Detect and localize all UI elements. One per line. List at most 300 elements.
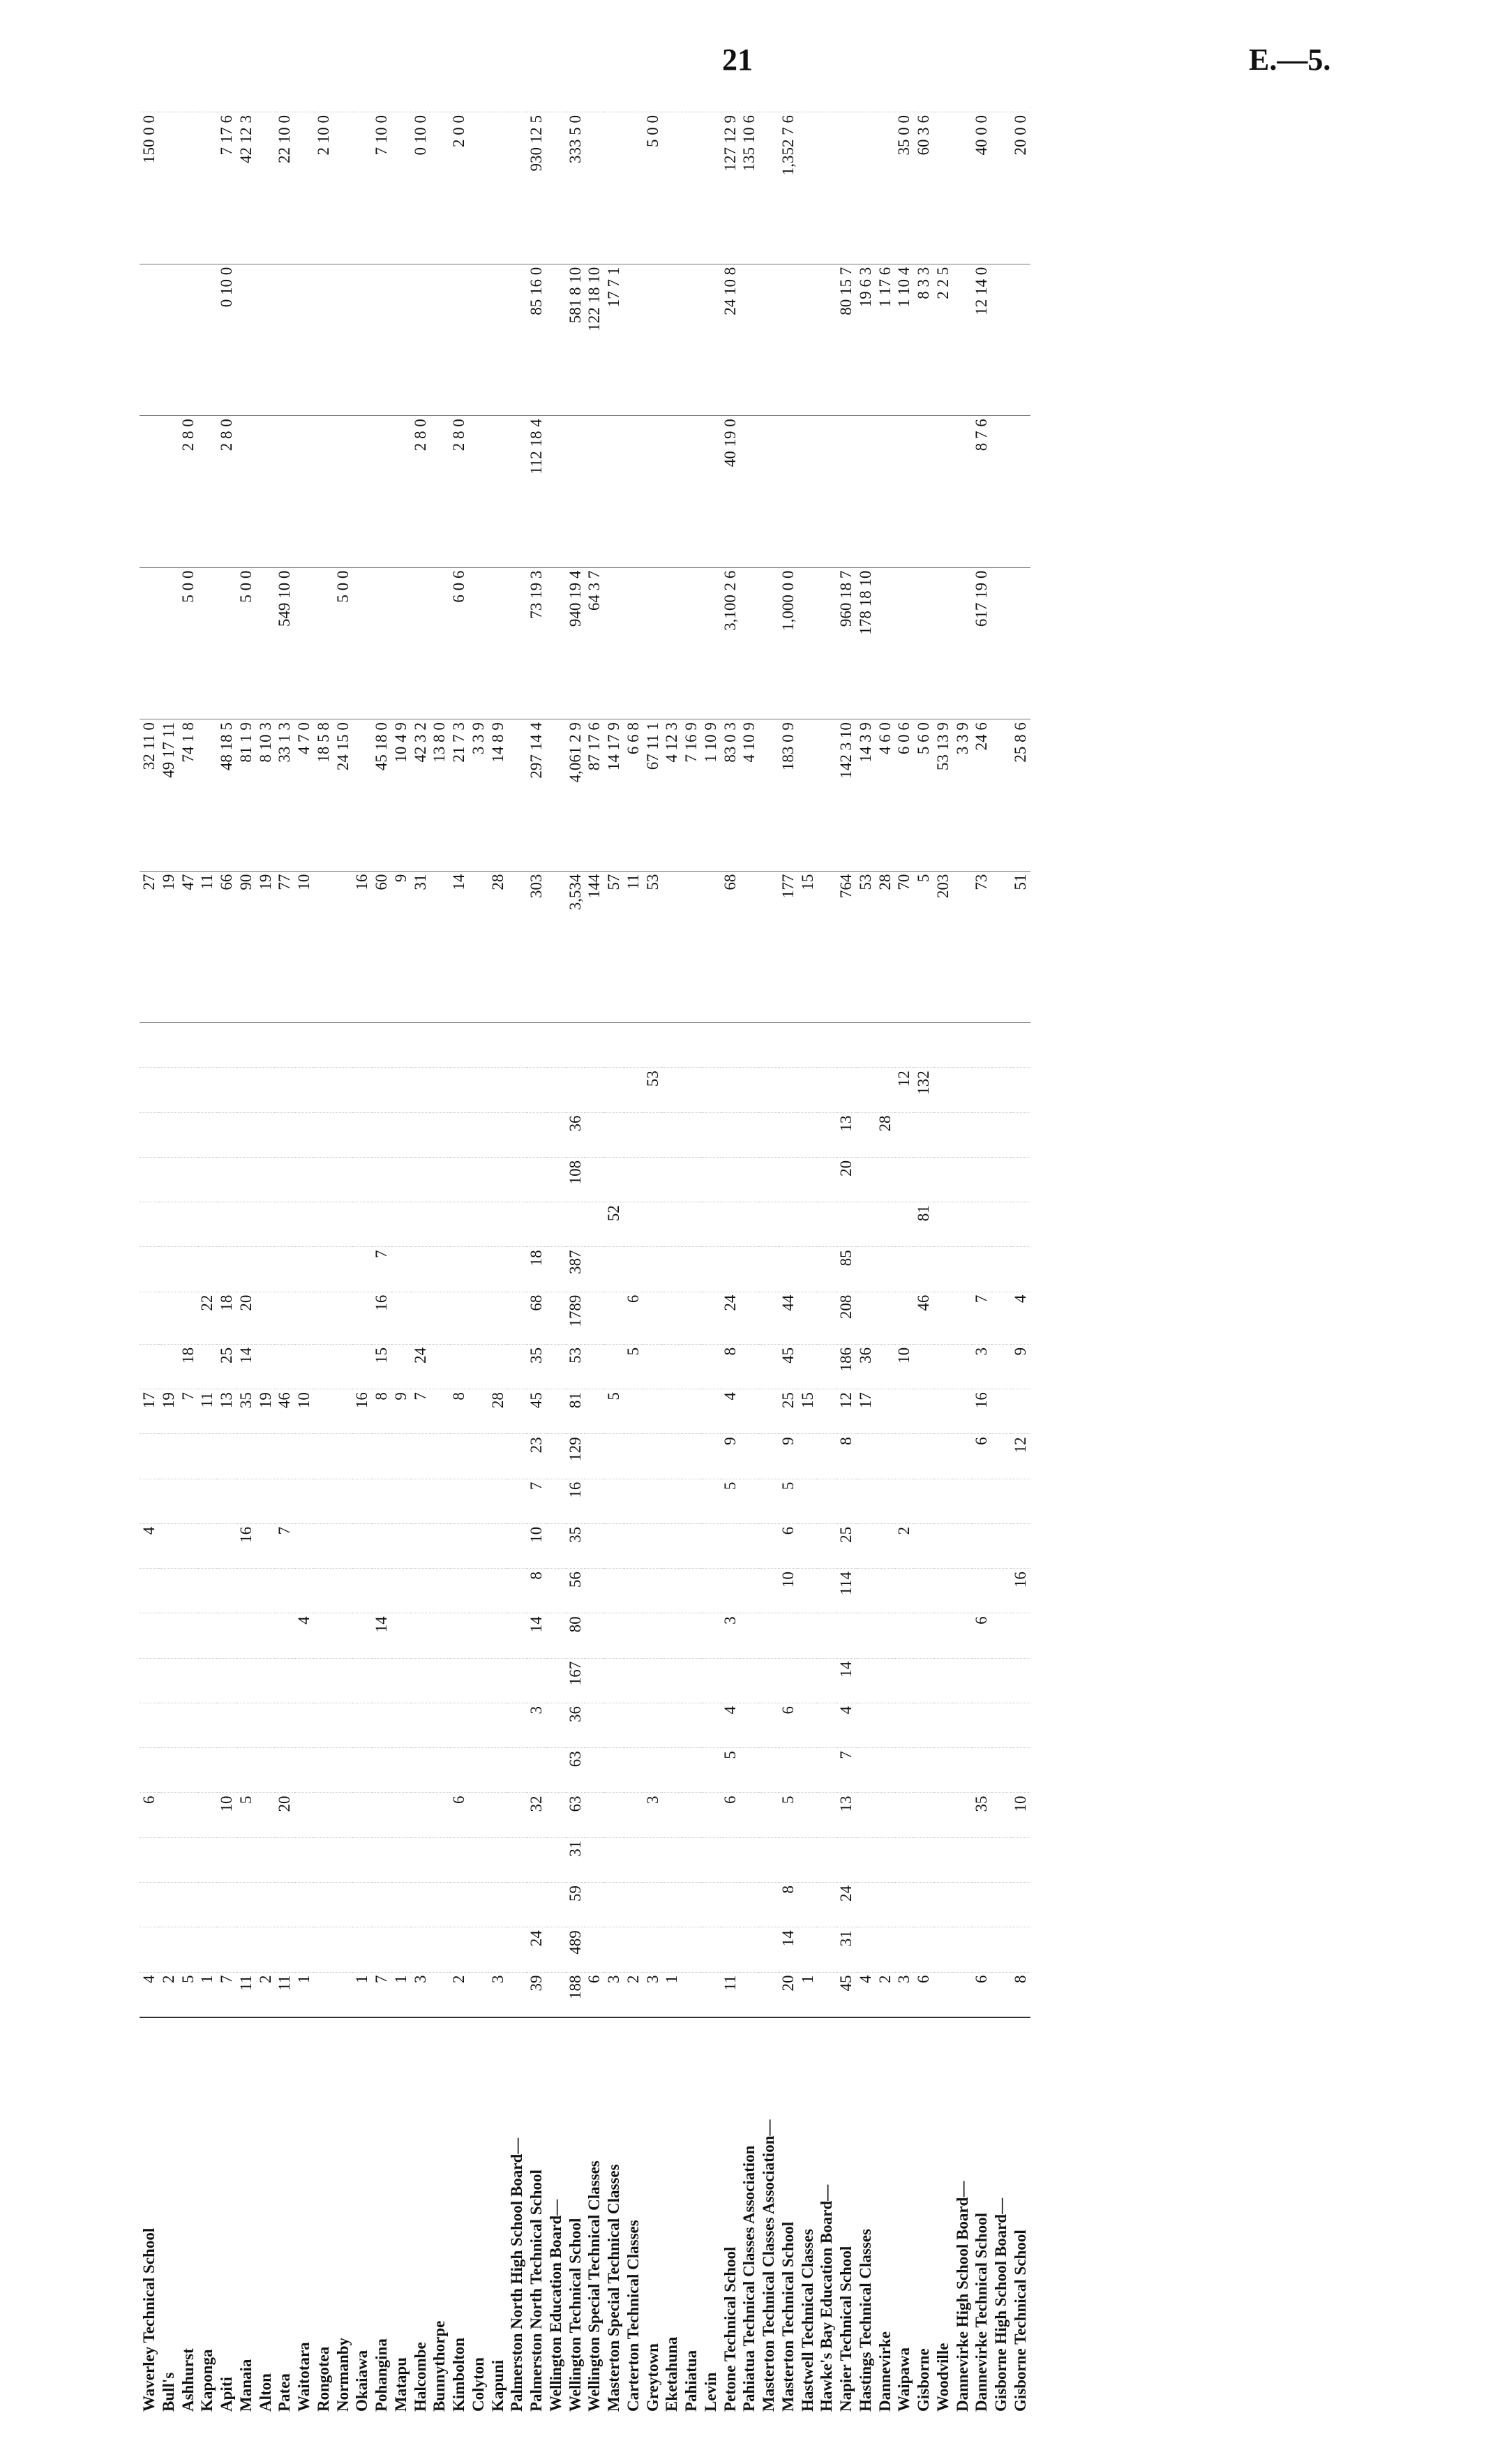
- table-row: [488, 112, 508, 2415]
- table-row: [314, 112, 333, 2415]
- count-cell: [876, 1023, 895, 1068]
- count-cell: [507, 1883, 527, 1927]
- count-cell: [411, 1837, 430, 1882]
- count-cell: [430, 1112, 449, 1157]
- count-cell: [604, 1479, 624, 1523]
- count-cell: [217, 1658, 237, 1703]
- count-cell: [894, 1112, 914, 1157]
- amount-cell: [197, 416, 217, 567]
- count-cell: [817, 1344, 837, 1389]
- count-cell: [314, 1569, 333, 1613]
- count-cell: [159, 1748, 179, 1793]
- count-cell: [701, 1479, 721, 1523]
- count-cell: [352, 1658, 372, 1703]
- count-cell: [179, 1023, 198, 1068]
- count-cell: 18: [179, 1344, 198, 1389]
- table-row: [140, 112, 159, 2415]
- amount-cell: [798, 112, 818, 264]
- count-cell: [507, 1023, 527, 1068]
- amount-cell: 14 8 9: [488, 719, 508, 871]
- table-row: [469, 112, 488, 2415]
- count-cell: [662, 1292, 682, 1344]
- count-cell: [991, 1837, 1011, 1882]
- count-cell: 9: [391, 1389, 411, 1434]
- amount-cell: 13 8 0: [430, 719, 449, 871]
- count-cell: [179, 1247, 198, 1292]
- count-cell: [159, 1157, 179, 1202]
- amount-cell: 73 19 3: [527, 567, 546, 719]
- amount-cell: 0 10 0: [411, 112, 430, 264]
- count-cell: [372, 1569, 391, 1613]
- count-cell: [430, 1837, 449, 1882]
- count-cell: 18: [217, 1292, 237, 1344]
- count-cell: [275, 1927, 294, 1972]
- amount-cell: 35 0 0: [894, 112, 914, 264]
- amount-cell: 5 0 0: [333, 567, 353, 719]
- count-cell: [372, 1837, 391, 1882]
- count-cell: [527, 1658, 546, 1703]
- count-cell: [991, 1292, 1011, 1344]
- count-cell: [856, 1569, 876, 1613]
- count-cell: [314, 1434, 333, 1479]
- count-cell: [894, 1202, 914, 1247]
- row-label: Manaia: [237, 2017, 256, 2414]
- amount-cell: 10: [294, 871, 314, 1022]
- amount-cell: 5 6 0: [914, 719, 933, 871]
- count-cell: [662, 1569, 682, 1613]
- amount-cell: [779, 416, 798, 567]
- count-cell: 1789: [566, 1292, 585, 1344]
- count-cell: [624, 1068, 643, 1112]
- amount-cell: [991, 719, 1011, 871]
- count-cell: 8: [372, 1389, 391, 1434]
- count-cell: [894, 1613, 914, 1658]
- count-cell: [585, 1658, 604, 1703]
- table-row: [643, 112, 663, 2415]
- count-cell: [256, 1202, 276, 1247]
- amount-cell: [953, 567, 973, 719]
- count-cell: [352, 1292, 372, 1344]
- count-cell: [294, 1748, 314, 1793]
- count-cell: 114: [837, 1569, 856, 1613]
- count-cell: [159, 1613, 179, 1658]
- count-cell: 25: [779, 1389, 798, 1434]
- count-cell: [624, 1569, 643, 1613]
- count-cell: 11: [237, 1972, 256, 2017]
- count-cell: [856, 1292, 876, 1344]
- amount-cell: [914, 567, 933, 719]
- amount-cell: 49 17 11: [159, 719, 179, 871]
- count-cell: [507, 1389, 527, 1434]
- count-cell: [876, 1569, 895, 1613]
- count-cell: 5: [624, 1344, 643, 1389]
- count-cell: 7: [372, 1972, 391, 2017]
- table-row: [391, 112, 411, 2415]
- count-cell: [953, 1927, 973, 1972]
- count-cell: [991, 1793, 1011, 1837]
- count-cell: [933, 1434, 953, 1479]
- count-cell: [1011, 1389, 1030, 1434]
- count-cell: 4: [140, 1972, 159, 2017]
- count-cell: [682, 1434, 701, 1479]
- count-cell: [817, 1793, 837, 1837]
- count-cell: [546, 1157, 566, 1202]
- count-cell: 28: [488, 1389, 508, 1434]
- count-cell: [197, 1658, 217, 1703]
- amount-cell: [275, 264, 294, 415]
- row-label: Masterton Technical School: [779, 2017, 798, 2414]
- count-cell: [682, 1202, 701, 1247]
- amount-cell: [333, 416, 353, 567]
- count-cell: [237, 1613, 256, 1658]
- count-cell: 7: [275, 1523, 294, 1568]
- count-cell: [604, 1748, 624, 1793]
- count-cell: [237, 1434, 256, 1479]
- count-cell: [488, 1434, 508, 1479]
- count-cell: [449, 1837, 469, 1882]
- amount-cell: 581 8 10: [566, 264, 585, 415]
- amount-cell: [740, 871, 759, 1022]
- count-cell: [217, 1068, 237, 1112]
- count-cell: [372, 1523, 391, 1568]
- count-cell: 8: [837, 1434, 856, 1479]
- amount-cell: [817, 719, 837, 871]
- amount-cell: [294, 416, 314, 567]
- count-cell: 53: [566, 1344, 585, 1389]
- count-cell: [333, 1434, 353, 1479]
- count-cell: [527, 1023, 546, 1068]
- row-label: Apiti: [217, 2017, 237, 2414]
- amount-cell: [701, 567, 721, 719]
- row-label: Bunnythorpe: [430, 2017, 449, 2414]
- amount-cell: 2 8 0: [217, 416, 237, 567]
- count-cell: [798, 1927, 818, 1972]
- count-cell: [488, 1569, 508, 1613]
- count-cell: [352, 1703, 372, 1747]
- amount-cell: 25 8 6: [1011, 719, 1030, 871]
- count-cell: [682, 1523, 701, 1568]
- amount-cell: [662, 264, 682, 415]
- table-row: [779, 112, 798, 2415]
- amount-cell: 14 17 9: [604, 719, 624, 871]
- row-label: Waipawa: [894, 2017, 914, 2414]
- count-cell: 32: [527, 1793, 546, 1837]
- count-cell: [643, 1658, 663, 1703]
- count-cell: [856, 1658, 876, 1703]
- amount-cell: [333, 871, 353, 1022]
- count-cell: [197, 1569, 217, 1613]
- amount-cell: [817, 416, 837, 567]
- count-cell: [179, 1613, 198, 1658]
- count-cell: [294, 1569, 314, 1613]
- count-cell: [798, 1157, 818, 1202]
- count-cell: [817, 1748, 837, 1793]
- count-cell: [759, 1793, 779, 1837]
- count-cell: [721, 1658, 740, 1703]
- count-cell: [275, 1434, 294, 1479]
- amount-cell: [488, 112, 508, 264]
- row-label: Woodville: [933, 2017, 953, 2414]
- count-cell: [701, 1202, 721, 1247]
- amount-cell: [546, 567, 566, 719]
- count-cell: [507, 1569, 527, 1613]
- count-cell: [566, 1202, 585, 1247]
- amount-cell: [372, 264, 391, 415]
- amount-cell: 4 12 3: [662, 719, 682, 871]
- count-cell: [159, 1434, 179, 1479]
- count-cell: [759, 1479, 779, 1523]
- count-cell: [701, 1613, 721, 1658]
- count-cell: [953, 1344, 973, 1389]
- count-cell: [779, 1613, 798, 1658]
- count-cell: [294, 1292, 314, 1344]
- count-cell: [701, 1434, 721, 1479]
- amount-cell: [991, 416, 1011, 567]
- amount-cell: [179, 264, 198, 415]
- amount-cell: [488, 416, 508, 567]
- count-cell: [991, 1479, 1011, 1523]
- count-cell: [372, 1883, 391, 1927]
- count-cell: [237, 1112, 256, 1157]
- count-cell: [411, 1434, 430, 1479]
- amount-cell: [662, 871, 682, 1022]
- count-cell: [391, 1434, 411, 1479]
- count-cell: [759, 1434, 779, 1479]
- count-cell: 25: [217, 1344, 237, 1389]
- amount-cell: [914, 416, 933, 567]
- table-row: [972, 112, 991, 2415]
- count-cell: [430, 1972, 449, 2017]
- table-row: [237, 112, 256, 2415]
- amount-cell: [488, 567, 508, 719]
- count-cell: [197, 1157, 217, 1202]
- count-cell: [275, 1023, 294, 1068]
- count-cell: [197, 1112, 217, 1157]
- count-cell: [469, 1658, 488, 1703]
- amount-cell: [546, 871, 566, 1022]
- count-cell: [779, 1157, 798, 1202]
- count-cell: [352, 1247, 372, 1292]
- count-cell: [643, 1157, 663, 1202]
- count-cell: 36: [566, 1112, 585, 1157]
- count-cell: [779, 1112, 798, 1157]
- count-cell: [624, 1112, 643, 1157]
- row-label: Alton: [256, 2017, 276, 2414]
- count-cell: 9: [721, 1434, 740, 1479]
- count-cell: [333, 1112, 353, 1157]
- count-cell: [449, 1748, 469, 1793]
- count-cell: [469, 1523, 488, 1568]
- count-cell: [914, 1434, 933, 1479]
- count-cell: 2: [159, 1972, 179, 2017]
- row-label: Gisborne Technical School: [1011, 2017, 1030, 2414]
- count-cell: [314, 1344, 333, 1389]
- count-cell: [159, 1793, 179, 1837]
- amount-cell: 28: [488, 871, 508, 1022]
- count-cell: [197, 1523, 217, 1568]
- table-body: [140, 112, 1030, 2415]
- count-cell: [817, 1972, 837, 2017]
- count-cell: [585, 1883, 604, 1927]
- count-cell: [972, 1748, 991, 1793]
- count-cell: [449, 1523, 469, 1568]
- count-cell: [701, 1793, 721, 1837]
- count-cell: [372, 1068, 391, 1112]
- count-cell: [507, 1658, 527, 1703]
- amount-cell: [197, 264, 217, 415]
- count-cell: [991, 1658, 1011, 1703]
- row-label: Pohangina: [372, 2017, 391, 2414]
- count-cell: [256, 1927, 276, 1972]
- count-cell: [585, 1157, 604, 1202]
- count-cell: [701, 1658, 721, 1703]
- count-cell: [275, 1479, 294, 1523]
- count-cell: [488, 1523, 508, 1568]
- count-cell: 186: [837, 1344, 856, 1389]
- count-cell: [662, 1389, 682, 1434]
- amount-cell: [197, 719, 217, 871]
- amount-cell: 67 11 1: [643, 719, 663, 871]
- count-cell: 387: [566, 1247, 585, 1292]
- amount-cell: [256, 264, 276, 415]
- amount-cell: [391, 567, 411, 719]
- amount-cell: 4 10 9: [740, 719, 759, 871]
- amount-cell: 47: [179, 871, 198, 1022]
- count-cell: [662, 1112, 682, 1157]
- count-cell: [275, 1837, 294, 1882]
- count-cell: 6: [721, 1793, 740, 1837]
- count-cell: [449, 1202, 469, 1247]
- count-cell: [798, 1434, 818, 1479]
- count-cell: [333, 1479, 353, 1523]
- count-cell: [546, 1837, 566, 1882]
- count-cell: [527, 1068, 546, 1112]
- count-cell: [411, 1202, 430, 1247]
- amount-cell: 19: [159, 871, 179, 1022]
- count-cell: [721, 1112, 740, 1157]
- count-cell: [197, 1927, 217, 1972]
- amount-cell: [759, 871, 779, 1022]
- count-cell: [256, 1434, 276, 1479]
- count-cell: [140, 1247, 159, 1292]
- count-cell: [546, 1247, 566, 1292]
- count-cell: [682, 1112, 701, 1157]
- count-cell: [643, 1523, 663, 1568]
- count-cell: [817, 1068, 837, 1112]
- count-cell: [1011, 1479, 1030, 1523]
- count-cell: [197, 1793, 217, 1837]
- count-cell: [662, 1157, 682, 1202]
- count-cell: [682, 1292, 701, 1344]
- amount-cell: 1,352 7 6: [779, 112, 798, 264]
- count-cell: [856, 1613, 876, 1658]
- count-cell: [430, 1157, 449, 1202]
- table-row: [449, 112, 469, 2415]
- count-cell: [140, 1434, 159, 1479]
- count-cell: [953, 1389, 973, 1434]
- count-cell: [856, 1479, 876, 1523]
- count-cell: 24: [411, 1344, 430, 1389]
- table-row: [856, 112, 876, 2415]
- count-cell: [217, 1434, 237, 1479]
- count-cell: [372, 1793, 391, 1837]
- count-cell: [759, 1344, 779, 1389]
- table-row: [624, 112, 643, 2415]
- count-cell: [759, 1292, 779, 1344]
- amount-cell: 3 3 9: [953, 719, 973, 871]
- count-cell: [604, 1157, 624, 1202]
- count-cell: [662, 1068, 682, 1112]
- count-cell: [237, 1202, 256, 1247]
- amount-cell: [256, 567, 276, 719]
- amount-cell: [352, 719, 372, 871]
- count-cell: [1011, 1247, 1030, 1292]
- count-cell: [604, 1569, 624, 1613]
- count-cell: [894, 1927, 914, 1972]
- count-cell: [837, 1202, 856, 1247]
- count-cell: [759, 1972, 779, 2017]
- count-cell: [469, 1927, 488, 1972]
- count-cell: 20: [837, 1157, 856, 1202]
- count-cell: [972, 1247, 991, 1292]
- amount-cell: [701, 112, 721, 264]
- amount-cell: 60 3 6: [914, 112, 933, 264]
- amount-cell: 10 4 9: [391, 719, 411, 871]
- count-cell: [876, 1837, 895, 1882]
- count-cell: [352, 1927, 372, 1972]
- amount-cell: [469, 112, 488, 264]
- count-cell: [507, 1523, 527, 1568]
- count-cell: [140, 1068, 159, 1112]
- amount-cell: 24 15 0: [333, 719, 353, 871]
- count-cell: [837, 1613, 856, 1658]
- count-cell: [140, 1883, 159, 1927]
- amount-cell: [701, 416, 721, 567]
- row-label: Ashhurst: [179, 2017, 198, 2414]
- count-cell: [546, 1068, 566, 1112]
- count-cell: 8: [527, 1569, 546, 1613]
- row-label: Kapuni: [488, 2017, 508, 2414]
- amount-cell: [817, 264, 837, 415]
- count-cell: [159, 1883, 179, 1927]
- count-cell: [314, 1883, 333, 1927]
- count-cell: [817, 1389, 837, 1434]
- count-cell: [643, 1883, 663, 1927]
- count-cell: [333, 1748, 353, 1793]
- amount-cell: [837, 112, 856, 264]
- count-cell: [856, 1793, 876, 1837]
- amount-cell: 53 13 9: [933, 719, 953, 871]
- row-label: Kaponga: [197, 2017, 217, 2414]
- count-cell: 14: [837, 1658, 856, 1703]
- count-cell: [237, 1748, 256, 1793]
- count-cell: [294, 1023, 314, 1068]
- count-cell: [507, 1112, 527, 1157]
- count-cell: [953, 1883, 973, 1927]
- count-cell: [894, 1569, 914, 1613]
- count-cell: [991, 1927, 1011, 1972]
- rotated-table-wrapper: [140, 112, 1367, 2414]
- count-cell: [972, 1569, 991, 1613]
- count-cell: [759, 1523, 779, 1568]
- count-cell: [585, 1927, 604, 1972]
- count-cell: [352, 1112, 372, 1157]
- count-cell: [701, 1569, 721, 1613]
- amount-cell: [507, 264, 527, 415]
- count-cell: 45: [527, 1389, 546, 1434]
- count-cell: [391, 1247, 411, 1292]
- count-cell: [275, 1202, 294, 1247]
